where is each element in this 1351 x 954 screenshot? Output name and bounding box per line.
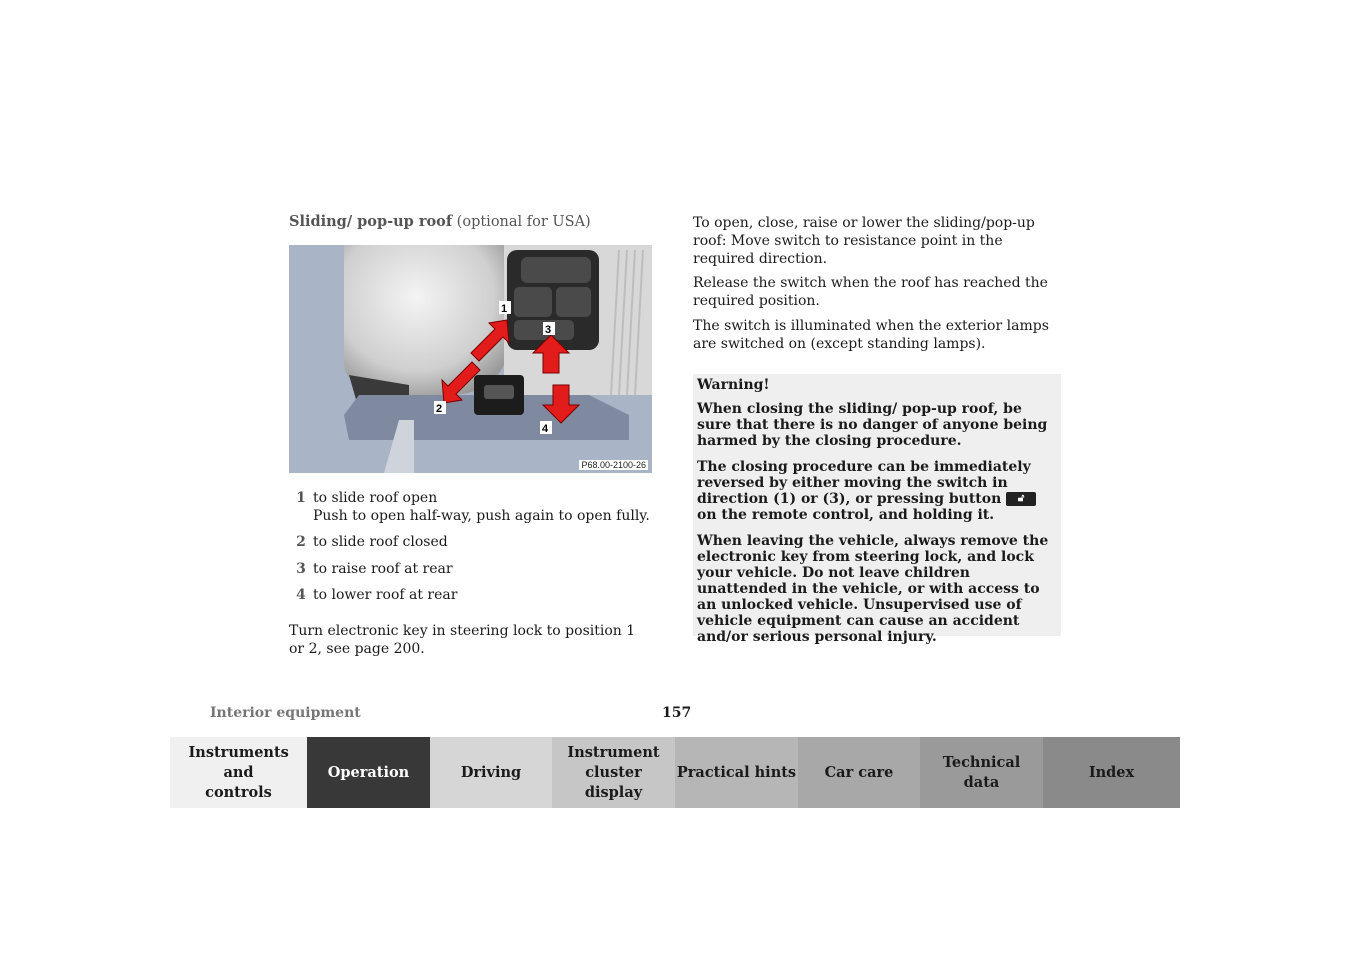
nav-tab-technical-data[interactable]: [920, 737, 1043, 808]
list-item: [289, 560, 453, 578]
nav-tab-car-care[interactable]: [798, 737, 920, 808]
chapter-nav: [170, 737, 1180, 808]
nav-tab-label: Driving: [460, 763, 522, 781]
callout-2: 2: [436, 403, 443, 415]
item-number: 1: [296, 490, 306, 506]
section-title-note: (optional for USA): [452, 214, 591, 230]
figure-code: P68.00-2100-26: [581, 460, 646, 470]
nav-tab-driving[interactable]: [430, 737, 552, 808]
nav-tab-label: Index: [1088, 763, 1135, 781]
item-text: to lower roof at rear: [313, 587, 458, 603]
warning-heading: Warning!: [697, 377, 770, 393]
instruction-paragraph: Release the switch when the roof has reached the required position.: [693, 275, 1048, 309]
nav-tab-label: Practical hints: [676, 763, 797, 781]
item-text: to slide roof open: [313, 490, 438, 506]
warning-text: The closing procedure can be immediately reversed by either moving the switch in direction (1) or (3), or pressing button: [697, 459, 1031, 507]
nav-tab-label: Instruments and controls: [188, 743, 289, 801]
nav-tab-instruments[interactable]: [170, 737, 307, 808]
callout-1: 1: [501, 303, 508, 315]
warning-paragraph: [693, 459, 1061, 523]
warning-paragraph: When leaving the vehicle, always remove the electronic key from steering lock, and lock your vehicle. Do not leave children unattended in the vehicle, or with access to an unlocked vehicle. Unsupervised use of vehicle equipment can cause an accident and/or serious personal injury.: [697, 533, 1049, 645]
list-item: [289, 586, 457, 604]
nav-tab-label: Instrument cluster display: [567, 743, 660, 801]
item-number: 3: [296, 561, 306, 577]
callout-3: 3: [545, 324, 552, 336]
nav-tab-practical-hints[interactable]: [675, 737, 798, 808]
item-subtext: Push to open half-way, push again to open fully.: [313, 508, 650, 524]
instruction-paragraph: The switch is illuminated when the exterior lamps are switched on (except standing lamps).: [693, 318, 1049, 352]
unlock-button-icon: 🔓︎: [1006, 492, 1036, 506]
nav-tab-label: Technical data: [942, 753, 1021, 791]
chapter-label: Interior equipment: [210, 705, 361, 721]
callout-4: 4: [542, 423, 549, 435]
warning-text: on the remote control, and holding it.: [697, 507, 995, 523]
item-number: 2: [296, 534, 306, 550]
list-item: [289, 533, 448, 551]
roof-switch-illustration: [289, 245, 652, 473]
page-number: 157: [662, 705, 692, 721]
nav-tab-instrument-cluster[interactable]: [552, 737, 675, 808]
item-text: to raise roof at rear: [313, 561, 453, 577]
item-text: to slide roof closed: [313, 534, 448, 550]
section-title-bold: Sliding/ pop-up roof: [289, 213, 453, 230]
nav-tab-index[interactable]: [1043, 737, 1180, 808]
list-item: [289, 489, 650, 525]
roof-switch-drawing: [289, 245, 652, 473]
nav-tab-label: Operation: [327, 763, 410, 781]
nav-tab-operation[interactable]: [307, 737, 430, 808]
warning-box: [693, 374, 1061, 645]
key-position-note: Turn electronic key in steering lock to position 1 or 2, see page 200.: [289, 623, 636, 657]
item-number: 4: [296, 587, 306, 603]
nav-tab-label: Car care: [824, 763, 894, 781]
instruction-paragraph: To open, close, raise or lower the sliding/pop-up roof: Move switch to resistance point in the required direction.: [693, 215, 1035, 267]
section-title: [289, 213, 591, 230]
warning-paragraph: When closing the sliding/ pop-up roof, be sure that there is no danger of anyone being harmed by the closing procedure.: [697, 401, 1048, 449]
